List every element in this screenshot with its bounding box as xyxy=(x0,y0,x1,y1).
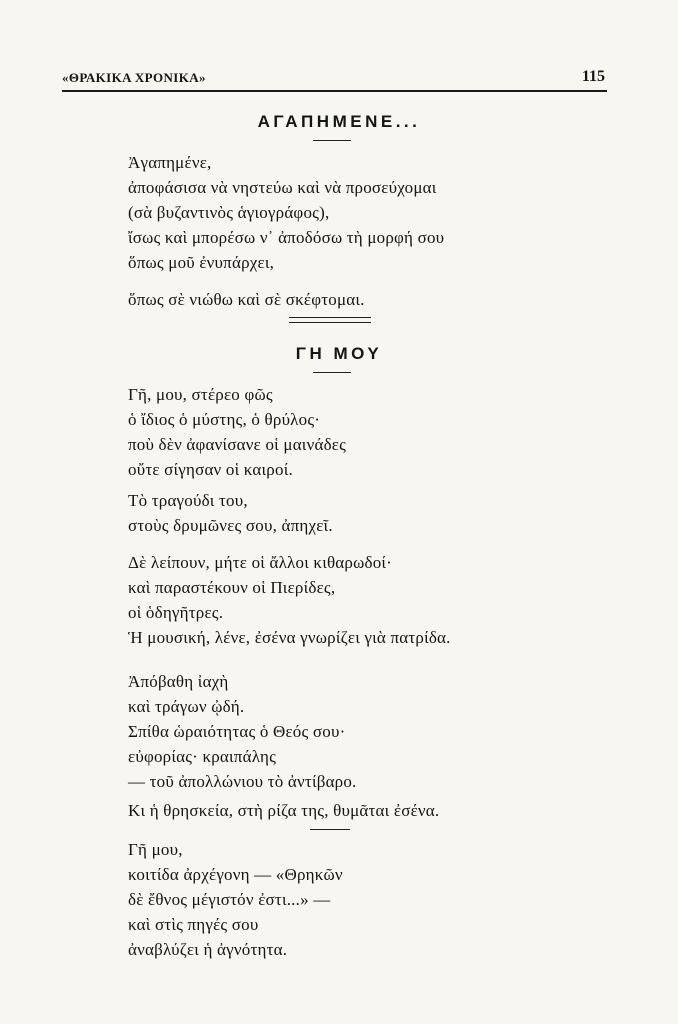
poem-line: Ἀγαπημένε, xyxy=(128,153,212,172)
poem-line: δὲ ἔθνος μέγιστόν ἐστι...» — xyxy=(128,890,331,909)
poem-line: Δὲ λείπουν, μήτε οἱ ἄλλοι κιθαρωδοί· xyxy=(128,553,393,572)
poem-line: Ἀπόβαθη ἰαχὴ xyxy=(128,672,229,691)
poem-line: ὅπως μοῦ ἐνυπάρχει, xyxy=(128,253,275,272)
title-rule xyxy=(313,140,351,141)
poem-line: οἱ ὁδηγῆτρες. xyxy=(128,603,224,622)
stanza-rule xyxy=(310,829,350,830)
poem-line: εὐφορίας· κραιπάλης xyxy=(128,747,277,766)
poem-line: (σὰ βυζαντινὸς ἁγιογράφος), xyxy=(128,203,330,222)
poem-line: ὅπως σὲ νιώθω καὶ σὲ σκέφτομαι. xyxy=(128,290,365,309)
poem-line: Σπίθα ὡραιότητας ὁ Θεός σου· xyxy=(128,722,346,741)
poem-line: Κι ἡ θρησκεία, στὴ ρίζα της, θυμᾶται ἐσένα. xyxy=(128,801,440,820)
poem-line: ποὺ δὲν ἀφανίσανε οἱ μαινάδες xyxy=(128,435,347,454)
poem-line: καὶ παραστέκουν οἱ Πιερίδες, xyxy=(128,578,336,597)
poem-title: ΓΗ ΜΟΥ xyxy=(295,344,383,363)
poem-line: Τὸ τραγούδι του, xyxy=(128,491,248,510)
poem-line: στοὺς δρυμῶνες σου, ἀπηχεῖ. xyxy=(128,516,333,535)
poem-title: ΑΓΑΠΗΜΕΝΕ... xyxy=(257,112,421,131)
poem-line: Ἡ μουσική, λένε, ἐσένα γνωρίζει γιὰ πατρίδα. xyxy=(128,628,451,647)
poem-line: Γῆ, μου, στέρεο φῶς xyxy=(128,385,273,404)
poem-line: κοιτίδα ἀρχέγονη — «Θρηκῶν xyxy=(128,865,343,884)
poem-line: — τοῦ ἀπολλώνιου τὸ ἀντίβαρο. xyxy=(128,772,357,791)
poem-line: οὔτε σίγησαν οἱ καιροί. xyxy=(128,460,293,479)
poem-line: Γῆ μου, xyxy=(128,840,183,859)
poem-line: καὶ τράγων ᾠδή. xyxy=(128,697,245,716)
poem-line: ἀποφάσισα νὰ νηστεύω καὶ νὰ προσεύχομαι xyxy=(128,178,437,197)
page-number: 115 xyxy=(581,68,605,85)
poem-line: καὶ στὶς πηγές σου xyxy=(128,915,259,934)
section-divider xyxy=(289,317,371,323)
poem-line: ἀναβλύζει ἡ ἀγνότητα. xyxy=(128,940,288,959)
poem-line: ὁ ἴδιος ὁ μύστης, ὁ θρύλος· xyxy=(128,410,321,429)
running-header xyxy=(62,68,607,92)
journal-title: «ΘΡΑΚΙΚΑ ΧΡΟΝΙΚΑ» xyxy=(62,70,206,85)
title-rule xyxy=(313,372,351,373)
poem-line: ἴσως καὶ μπορέσω ν᾽ ἀποδόσω τὴ μορφή σου xyxy=(128,228,445,247)
